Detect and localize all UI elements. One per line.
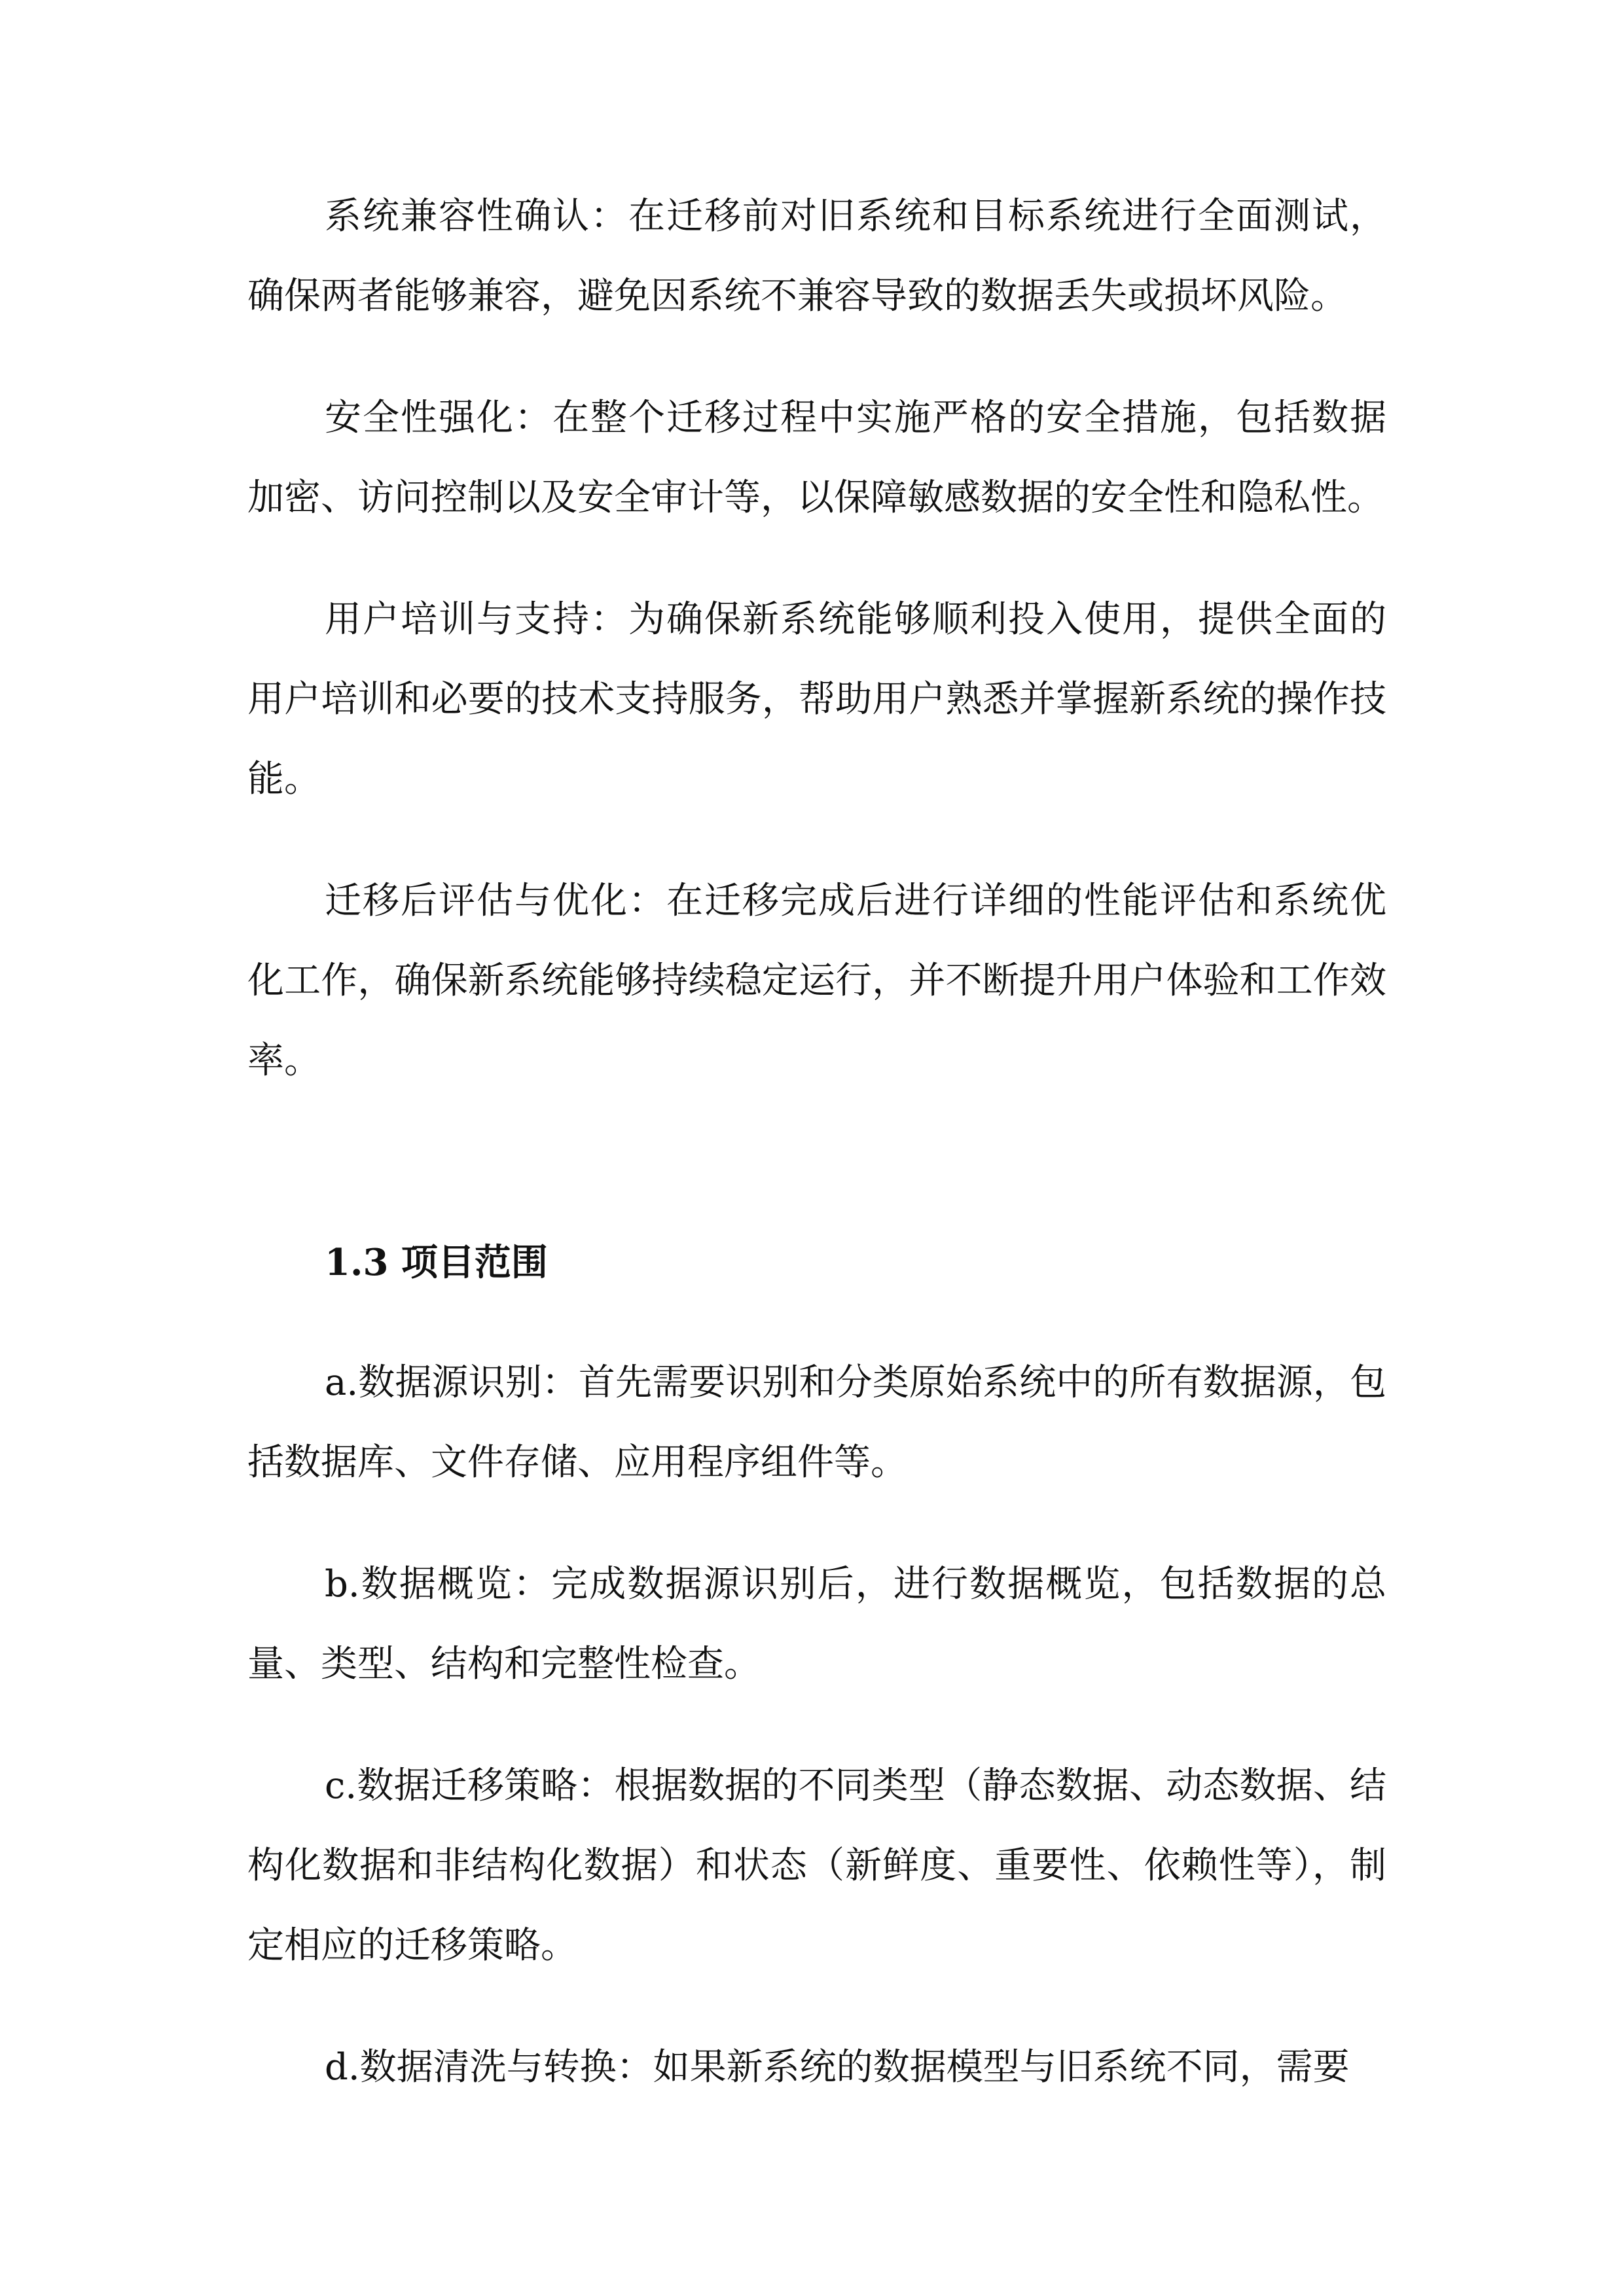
paragraph-post-migration-evaluation: 迁移后评估与优化：在迁移完成后进行详细的性能评估和系统优化工作，确保新系统能够持续稳定运行，并不断提升用户体验和工作效率。 [247, 880, 1386, 1082]
list-item-data-overview: b.数据概览：完成数据源识别后，进行数据概览，包括数据的总量、类型、结构和完整性检查。 [247, 1563, 1386, 1685]
list-item-data-source-identification: a.数据源识别：首先需要识别和分类原始系统中的所有数据源，包括数据库、文件存储、应用程序组件等。 [247, 1361, 1386, 1484]
paragraph-user-training: 用户培训与支持：为确保新系统能够顺利投入使用，提供全面的用户培训和必要的技术支持服务，帮助用户熟悉并掌握新系统的操作技能。 [247, 598, 1386, 800]
list-item-data-cleansing: d.数据清洗与转换：如果新系统的数据模型与旧系统不同，需要 [325, 2046, 1350, 2089]
list-item-migration-strategy: c.数据迁移策略：根据数据的不同类型（静态数据、动态数据、结构化数据和非结构化数据）和状态（新鲜度、重要性、依赖性等），制定相应的迁移策略。 [247, 1765, 1386, 1967]
section-heading: 1.3 项目范围 [325, 1241, 548, 1284]
paragraph-system-compatibility: 系统兼容性确认：在迁移前对旧系统和目标系统进行全面测试，确保两者能够兼容，避免因系统不兼容导致的数据丢失或损坏风险。 [247, 195, 1386, 317]
paragraph-security-hardening: 安全性强化：在整个迁移过程中实施严格的安全措施，包括数据加密、访问控制以及安全审计等，以保障敏感数据的安全性和隐私性。 [247, 397, 1386, 519]
